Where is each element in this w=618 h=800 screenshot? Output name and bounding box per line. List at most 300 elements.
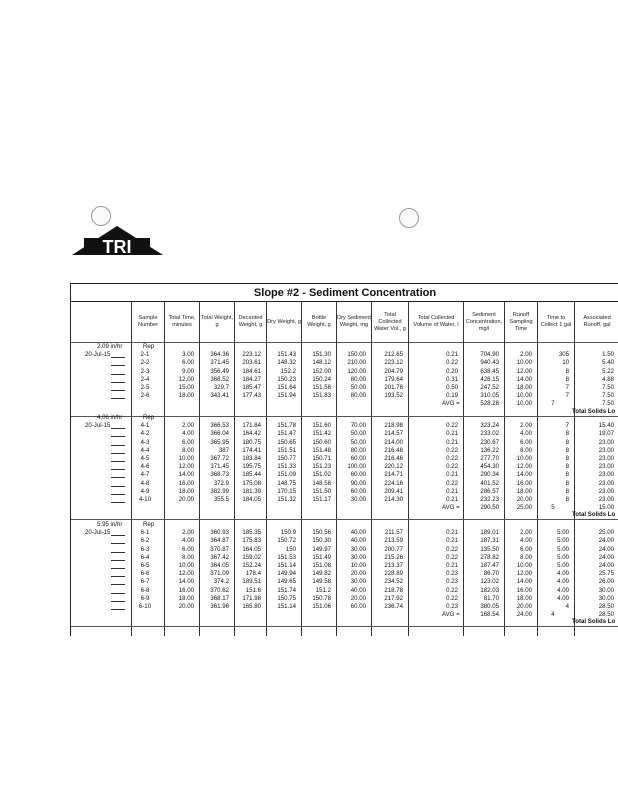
table-cell: 370.87: [210, 545, 229, 553]
table-cell: 234.52: [384, 578, 403, 586]
table-cell: 18.00: [516, 594, 532, 602]
row-tick: [111, 365, 125, 366]
rep-label: Rep: [143, 414, 155, 421]
table-cell: 12.00: [178, 375, 194, 383]
table-cell: 151.50: [312, 487, 331, 495]
table-cell: 213.37: [384, 562, 403, 569]
row-tick: [111, 535, 125, 536]
table-cell: 4.00: [182, 537, 194, 545]
table-cell: 80.00: [350, 392, 366, 400]
sample-number: 2-5: [140, 384, 150, 391]
table-cell: 211.57: [384, 529, 403, 537]
table-cell: 366.04: [210, 430, 229, 438]
average-row-cell: 7.50: [602, 400, 614, 408]
sample-number: 6-3: [140, 545, 150, 553]
table-cell: 86.70: [483, 570, 499, 578]
table-cell: 9.00: [182, 367, 194, 375]
table-cell: 8: [565, 367, 569, 375]
table-cell: 356.49: [210, 367, 229, 375]
table-cell: 20.00: [516, 603, 532, 610]
table-cell: 361.96: [210, 603, 229, 610]
table-cell: 151.51: [277, 446, 296, 454]
table-cell: 152.24: [242, 562, 261, 569]
table-cell: 355.5: [213, 496, 229, 503]
table-cell: 380.05: [480, 603, 499, 610]
table-cell: 24.00: [598, 537, 614, 545]
table-cell: 150.30: [312, 537, 331, 545]
table-cell: 30.00: [350, 553, 366, 561]
table-cell: 12.00: [516, 463, 532, 471]
column-header: Total Time, minutes: [164, 302, 199, 342]
row-tick: [111, 445, 125, 446]
table-cell: 70.00: [350, 422, 366, 430]
table-cell: 228.89: [384, 570, 403, 578]
sample-number: 2-3: [140, 367, 150, 375]
table-cell: 150.71: [312, 455, 331, 462]
test-date: 20-Jul-15: [85, 529, 111, 537]
table-cell: 4.00: [557, 594, 569, 602]
table-cell: 220.12: [384, 463, 403, 471]
table-cell: 8: [565, 487, 569, 495]
table-cell: 10.00: [178, 455, 194, 462]
table-cell: 150.72: [277, 537, 296, 545]
table-cell: 210.00: [347, 359, 366, 367]
table-cell: 0.21: [446, 471, 458, 479]
table-cell: 177.43: [242, 392, 261, 400]
table-cell: 151.48: [312, 446, 331, 454]
table-cell: 223.12: [242, 351, 261, 359]
table-cell: 2.00: [520, 529, 532, 537]
row-tick: [111, 502, 125, 503]
table-cell: 10.00: [178, 562, 194, 569]
table-cell: 0.21: [446, 351, 458, 359]
table-cell: 148.75: [277, 479, 296, 487]
table-cell: 165.80: [242, 603, 261, 610]
column-header: Decanted Weight, g: [234, 302, 266, 342]
table-cell: 28.50: [598, 603, 614, 610]
sample-number: 6-1: [140, 529, 150, 537]
table-cell: 23.00: [598, 487, 614, 495]
table-cell: 175.83: [242, 537, 261, 545]
svg-text:TRI: TRI: [102, 237, 132, 257]
table-cell: 370.62: [210, 586, 229, 594]
row-tick: [111, 357, 125, 358]
table-cell: 8.00: [520, 553, 532, 561]
average-label: AVG =: [442, 504, 460, 512]
table-cell: 364.36: [210, 351, 229, 359]
row-tick: [111, 398, 125, 399]
sample-number: 6-7: [140, 578, 150, 586]
table-cell: 18.00: [178, 594, 194, 602]
table-cell: 367.42: [210, 553, 229, 561]
average-row-cell: 24.00: [516, 611, 532, 619]
table-cell: 5.00: [557, 562, 569, 569]
sample-number: 4-3: [140, 438, 150, 446]
table-cell: 214.57: [384, 430, 403, 438]
table-cell: 20.00: [350, 570, 366, 578]
sample-number: 4-10: [138, 496, 152, 503]
row-tick: [111, 609, 125, 610]
table-cell: 23.00: [598, 496, 614, 503]
table-cell: 151.06: [312, 603, 331, 610]
sample-number: 6-8: [140, 586, 150, 594]
table-cell: 0.22: [446, 455, 458, 462]
column-header: Total Collected Volume of Water, l: [408, 302, 463, 342]
table-cell: 4.00: [557, 570, 569, 578]
table-cell: 23.00: [598, 438, 614, 446]
table-cell: 214.00: [384, 438, 403, 446]
table-cell: 150.65: [277, 438, 296, 446]
table-cell: 30.00: [598, 594, 614, 602]
table-cell: 214.30: [384, 496, 403, 503]
table-cell: 0.22: [446, 359, 458, 367]
table-cell: 18.00: [516, 384, 532, 391]
table-cell: 185.35: [242, 529, 261, 537]
table-cell: 150.78: [312, 594, 331, 602]
table-cell: 187.47: [480, 562, 499, 569]
column-header: Associated Runoff, gal: [574, 302, 618, 342]
row-tick: [111, 428, 125, 429]
table-cell: 10.00: [516, 562, 532, 569]
row-tick: [111, 584, 125, 585]
average-row-cell: 28.50: [598, 611, 614, 619]
table-cell: 8.00: [520, 446, 532, 454]
table-cell: 10.00: [516, 455, 532, 462]
table-cell: 171.98: [242, 594, 261, 602]
column-header: Dry Sediment Weight, mg: [336, 302, 371, 342]
row-tick: [111, 593, 125, 594]
table-cell: 16.00: [178, 586, 194, 594]
table-cell: 151.09: [277, 471, 296, 479]
total-solids-label: Total Solids Lo: [572, 511, 616, 519]
table-cell: 40.00: [350, 537, 366, 545]
table-cell: 0.23: [446, 570, 458, 578]
sample-number: 6-9: [140, 594, 150, 602]
table-cell: 371.09: [210, 570, 229, 578]
table-cell: 230.67: [480, 438, 499, 446]
group-divider: [71, 626, 618, 627]
table-cell: 343.41: [210, 392, 229, 400]
average-row-cell: 5: [551, 504, 555, 512]
sample-number: 2-1: [140, 351, 150, 359]
table-cell: 5.00: [557, 545, 569, 553]
rep-label: Rep: [143, 343, 155, 350]
row-tick: [111, 469, 125, 470]
table-cell: 14.00: [516, 578, 532, 586]
table-cell: 150.23: [277, 375, 296, 383]
table-cell: 212.65: [384, 351, 403, 359]
table-cell: 181.39: [242, 487, 261, 495]
table-cell: 60.00: [350, 471, 366, 479]
table-cell: 159.02: [242, 553, 261, 561]
table-cell: 6.00: [182, 438, 194, 446]
sample-number: 4-5: [140, 455, 150, 462]
table-cell: 90.00: [350, 479, 366, 487]
table-cell: 149.97: [312, 545, 331, 553]
table-cell: 4.00: [520, 430, 532, 438]
table-cell: 5.00: [557, 553, 569, 561]
table-cell: 185.47: [242, 384, 261, 391]
table-cell: 10.00: [350, 562, 366, 569]
table-cell: 8: [565, 496, 569, 503]
table-cell: 25.75: [598, 570, 614, 578]
table-cell: 209.41: [384, 487, 403, 495]
table-cell: 2.00: [520, 422, 532, 430]
table-cell: 15.40: [598, 422, 614, 430]
table-cell: 151.83: [312, 392, 331, 400]
table-cell: 150.56: [312, 529, 331, 537]
table-cell: 183.84: [242, 455, 261, 462]
table-cell: 20.00: [178, 496, 194, 503]
row-tick: [111, 560, 125, 561]
row-tick: [111, 486, 125, 487]
table-cell: 360.93: [210, 529, 229, 537]
table-cell: 20.00: [516, 496, 532, 503]
table-cell: 151.74: [277, 586, 296, 594]
table-cell: 7.50: [602, 384, 614, 391]
rainfall-rate-label: 2.09 in/hr: [97, 343, 123, 350]
table-cell: 6.00: [520, 545, 532, 553]
average-row-cell: 10.00: [516, 400, 532, 408]
table-cell: 16.00: [516, 586, 532, 594]
table-cell: 2.00: [182, 529, 194, 537]
table-cell: 2.00: [182, 422, 194, 430]
table-cell: 151.23: [312, 463, 331, 471]
table-cell: 371.45: [210, 359, 229, 367]
table-cell: 26.00: [598, 578, 614, 586]
table-cell: 18.00: [516, 487, 532, 495]
table-cell: 123.02: [480, 578, 499, 586]
table-cell: 0.20: [446, 367, 458, 375]
sample-number: 2-2: [140, 359, 150, 367]
row-tick: [111, 461, 125, 462]
table-cell: 151.78: [277, 422, 296, 430]
table-cell: 23.00: [598, 479, 614, 487]
table-cell: 23.00: [598, 455, 614, 462]
table-cell: 100.00: [347, 463, 366, 471]
table-cell: 24.00: [598, 553, 614, 561]
table-cell: 136.22: [480, 446, 499, 454]
table-cell: 0.31: [446, 375, 458, 383]
table-cell: 366.53: [210, 422, 229, 430]
sample-number: 6-10: [138, 603, 152, 610]
punch-hole-left: [91, 206, 111, 226]
table-cell: 10.00: [516, 359, 532, 367]
table-cell: 5.40: [602, 359, 614, 367]
average-label: AVG =: [442, 611, 460, 619]
table-cell: 60.00: [350, 455, 366, 462]
column-header: Total Weight, g: [199, 302, 234, 342]
table-cell: 286.57: [480, 487, 499, 495]
table-cell: 175.08: [242, 479, 261, 487]
table-cell: 364.87: [210, 537, 229, 545]
table-cell: 50.00: [350, 430, 366, 438]
table-cell: 148.58: [312, 479, 331, 487]
average-row-cell: 7: [551, 400, 555, 408]
rep-label: Rep: [143, 521, 155, 528]
sample-number: 2-6: [140, 392, 150, 400]
row-tick: [111, 374, 125, 375]
table-cell: 193.52: [384, 392, 403, 400]
table-cell: 374.2: [213, 578, 229, 586]
table-cell: 3.00: [182, 351, 194, 359]
row-tick: [111, 543, 125, 544]
column-header: Time to Collect 1 gal: [537, 302, 574, 342]
table-cell: 151.33: [277, 463, 296, 471]
row-tick: [111, 453, 125, 454]
sample-number: 4-6: [140, 463, 150, 471]
table-cell: 12.00: [178, 570, 194, 578]
table-cell: 50.00: [350, 438, 366, 446]
table-cell: 151.42: [312, 430, 331, 438]
table-cell: 149.65: [277, 578, 296, 586]
table-cell: 215.26: [384, 553, 403, 561]
table-cell: 150.60: [312, 438, 331, 446]
table-cell: 0.22: [446, 594, 458, 602]
table-cell: 149.94: [277, 570, 296, 578]
table-cell: 24.00: [598, 545, 614, 553]
punch-hole-right: [399, 208, 419, 228]
table-cell: 151.58: [312, 384, 331, 391]
table-cell: 14.00: [178, 471, 194, 479]
table-cell: 233.02: [480, 430, 499, 438]
sediment-table: [70, 283, 618, 636]
table-cell: 0.21: [446, 438, 458, 446]
table-cell: 30.00: [350, 578, 366, 586]
table-cell: 14.00: [516, 375, 532, 383]
table-cell: 148.32: [277, 359, 296, 367]
table-cell: 151.32: [277, 496, 296, 503]
table-cell: 5.00: [557, 529, 569, 537]
table-cell: 151.60: [312, 422, 331, 430]
table-cell: 0.50: [446, 384, 458, 391]
table-cell: 368.17: [210, 594, 229, 602]
table-cell: 704.90: [480, 351, 499, 359]
table-cell: 8: [565, 463, 569, 471]
table-cell: 15.00: [178, 384, 194, 391]
table-cell: 23.00: [598, 463, 614, 471]
table-cell: 223.12: [384, 359, 403, 367]
rainfall-rate-label: 4.06 in/hr: [97, 414, 123, 421]
table-cell: 25.00: [598, 529, 614, 537]
test-date: 20-Jul-15: [85, 351, 111, 359]
table-cell: 290.34: [480, 471, 499, 479]
table-cell: 151.02: [312, 471, 331, 479]
table-cell: 6.00: [182, 545, 194, 553]
table-cell: 151.14: [277, 562, 296, 569]
table-cell: 232.23: [480, 496, 499, 503]
table-cell: 151.47: [277, 430, 296, 438]
table-cell: 0.19: [446, 392, 458, 400]
table-cell: 195.75: [242, 463, 261, 471]
table-cell: 189.01: [480, 529, 499, 537]
table-cell: 150.24: [312, 375, 331, 383]
table-cell: 10.00: [516, 392, 532, 400]
table-cell: 30.00: [350, 496, 366, 503]
table-cell: 152.2: [280, 367, 296, 375]
table-cell: 30.00: [350, 545, 366, 553]
table-cell: 189.51: [242, 578, 261, 586]
table-cell: 204.79: [384, 367, 403, 375]
table-cell: 170.15: [277, 487, 296, 495]
table-cell: 2.00: [520, 351, 532, 359]
sample-number: 4-4: [140, 446, 150, 454]
table-cell: 150.77: [277, 455, 296, 462]
table-cell: 80.00: [350, 446, 366, 454]
table-cell: 371.45: [210, 463, 229, 471]
table-cell: 182.03: [480, 586, 499, 594]
table-cell: 200.77: [384, 545, 403, 553]
table-cell: 18.00: [178, 487, 194, 495]
sample-number: 4-2: [140, 430, 150, 438]
table-cell: 180.75: [242, 438, 261, 446]
table-cell: 20.00: [350, 594, 366, 602]
average-label: AVG =: [442, 400, 460, 408]
row-tick: [111, 552, 125, 553]
sample-number: 6-4: [140, 553, 150, 561]
table-cell: 247.52: [480, 384, 499, 391]
table-cell: 150.75: [277, 594, 296, 602]
table-cell: 81.70: [483, 594, 499, 602]
row-tick: [111, 382, 125, 383]
table-cell: 151.49: [312, 553, 331, 561]
table-cell: 305: [558, 351, 569, 359]
table-cell: 367.72: [210, 455, 229, 462]
table-cell: 401.52: [480, 479, 499, 487]
table-cell: 23.00: [598, 446, 614, 454]
table-cell: 8: [565, 471, 569, 479]
table-cell: 364.05: [210, 562, 229, 569]
table-cell: 148.12: [312, 359, 331, 367]
table-cell: 14.00: [516, 471, 532, 479]
sample-number: 4-1: [140, 422, 150, 430]
table-cell: 0.22: [446, 553, 458, 561]
row-tick: [111, 477, 125, 478]
table-cell: 365.95: [210, 438, 229, 446]
table-cell: 213.59: [384, 537, 403, 545]
table-cell: 0.22: [446, 422, 458, 430]
table-cell: 4.00: [557, 578, 569, 586]
table-cell: 0.23: [446, 603, 458, 610]
column-header: Sample Number: [131, 302, 164, 342]
column-header: Dry Weight, g: [266, 302, 301, 342]
average-row-cell: 15.00: [598, 504, 614, 512]
table-title: Slope #2 - Sediment Concentration: [71, 284, 618, 302]
table-cell: 30.00: [598, 586, 614, 594]
table-cell: 164.42: [242, 430, 261, 438]
table-cell: 7: [565, 384, 569, 391]
table-cell: 218.78: [384, 586, 403, 594]
table-cell: 50.00: [350, 384, 366, 391]
rainfall-rate-label: 5.95 in/hr: [97, 521, 123, 528]
table-cell: 214.71: [384, 471, 403, 479]
table-cell: 23.00: [598, 471, 614, 479]
average-value: 290.50: [480, 504, 499, 512]
table-cell: 0.21: [446, 430, 458, 438]
table-cell: 164.05: [242, 545, 261, 553]
table-cell: 184.05: [242, 496, 261, 503]
table-cell: 8.00: [182, 553, 194, 561]
table-cell: 12.00: [516, 367, 532, 375]
table-cell: 12.00: [178, 463, 194, 471]
sample-number: 2-4: [140, 375, 150, 383]
table-cell: 150.9: [280, 529, 296, 537]
table-cell: 940.43: [480, 359, 499, 367]
table-cell: 151.2: [315, 586, 331, 594]
table-cell: 187.31: [480, 537, 499, 545]
table-cell: 382.99: [210, 487, 229, 495]
row-tick: [111, 568, 125, 569]
